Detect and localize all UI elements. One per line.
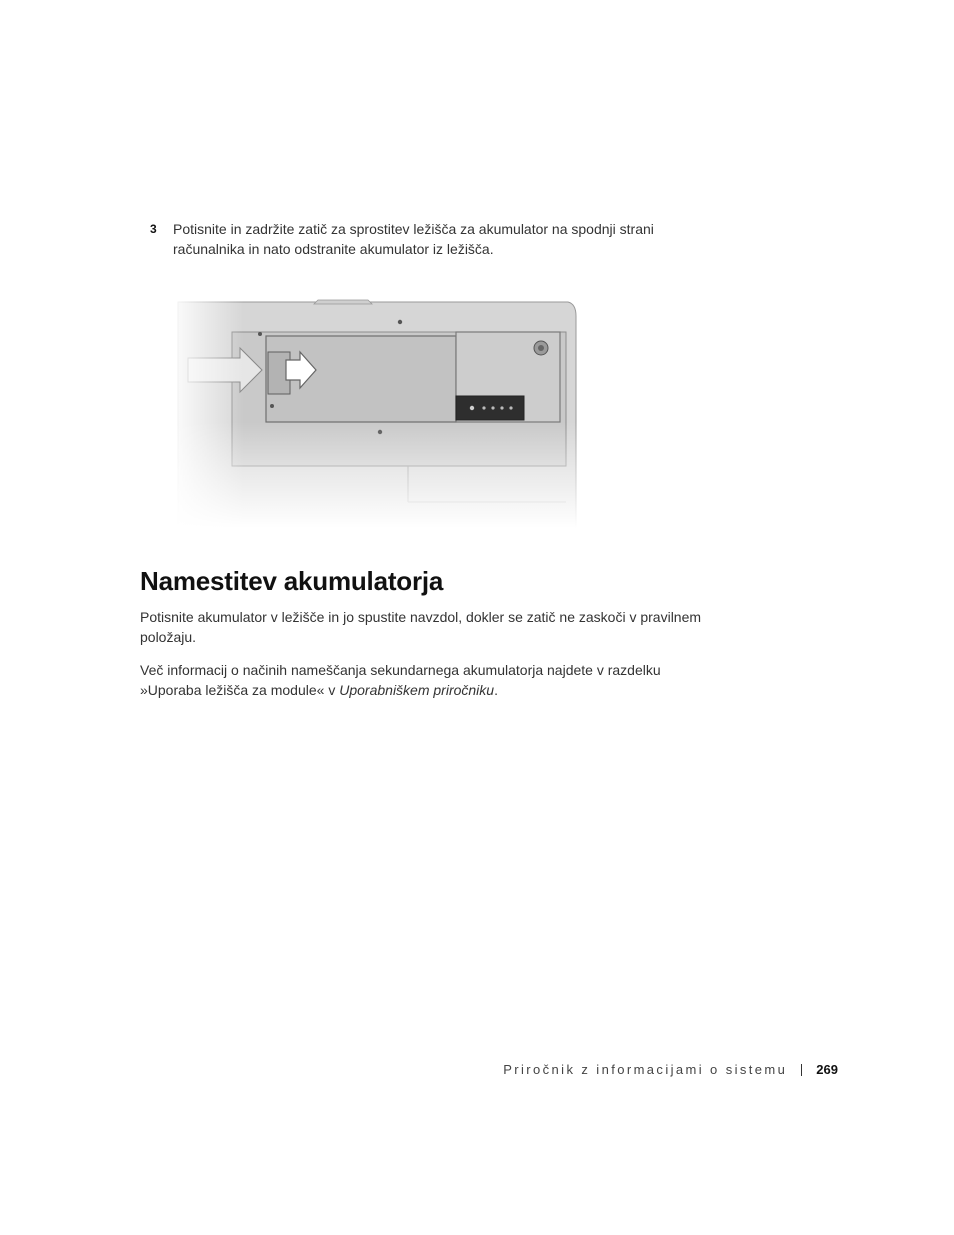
page-footer [503, 1062, 838, 1077]
paragraph-install-line-2: položaju. [140, 629, 197, 645]
paragraph-install [140, 607, 740, 647]
battery-release-illustration [168, 292, 588, 528]
paragraph-install-line-1: Potisnite akumulator v ležišče in jo spustite navzdol, dokler se zatič ne zaskoči v pravilnem [140, 609, 702, 625]
step-text-line-1: Potisnite in zadržite zatič za sprostitev ležišča za akumulator na spodnji strani [173, 221, 654, 237]
paragraph-more-info [140, 660, 740, 700]
footer-title: Priročnik z informacijami o sistemu [503, 1062, 788, 1077]
paragraph-more-info-line-1: Več informacij o načinih nameščanja sekundarnega akumulatorja najdete v razdelku [140, 662, 661, 678]
step-number: 3 [150, 222, 157, 236]
section-heading: Namestitev akumulatorja [140, 566, 444, 596]
reference-text: »Uporaba ležišča za module« v [140, 682, 340, 698]
page-number: 269 [816, 1062, 838, 1077]
footer-separator [801, 1064, 802, 1076]
reference-end: . [494, 682, 498, 698]
paragraph-more-info-line-2 [140, 680, 740, 700]
step-text [173, 219, 654, 259]
user-guide-reference: Uporabniškem priročniku [339, 682, 495, 698]
laptop-underside-drawing [168, 292, 588, 528]
step-text-line-2: računalnika in nato odstranite akumulator iz ležišča. [173, 241, 494, 257]
